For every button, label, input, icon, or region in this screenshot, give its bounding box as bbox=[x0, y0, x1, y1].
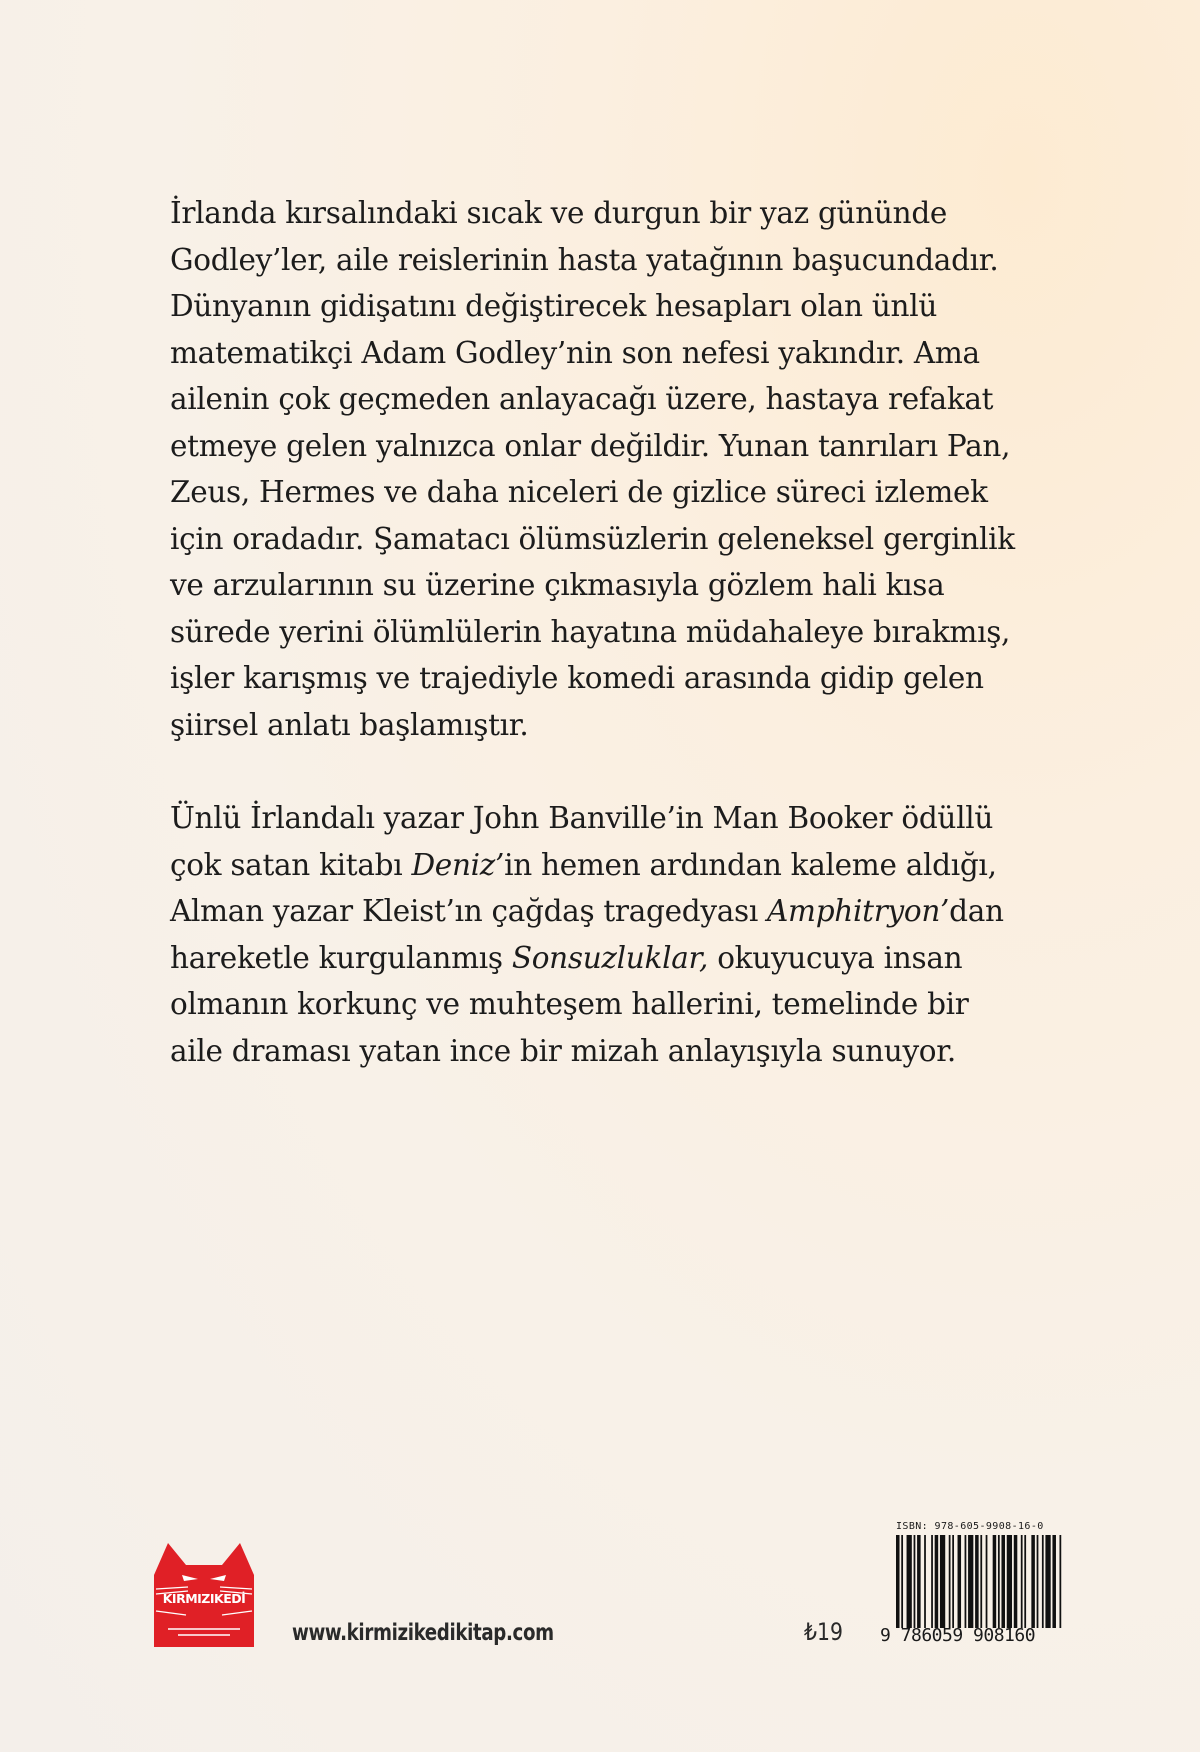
ean-digits: 9 786059 908160 bbox=[880, 1625, 1036, 1646]
blurb-line: çok satan kitabı bbox=[170, 847, 412, 882]
blurb-line: aile draması yatan ince bir mizah anlayışıyla sunuyor. bbox=[170, 1033, 956, 1068]
barcode-bar bbox=[1021, 1535, 1023, 1628]
barcode-bar bbox=[1014, 1535, 1018, 1628]
barcode-bar bbox=[901, 1535, 903, 1628]
barcode-bar bbox=[931, 1535, 933, 1628]
barcode-bar bbox=[958, 1535, 962, 1628]
barcode-bar bbox=[993, 1535, 997, 1628]
barcode-bar bbox=[940, 1535, 945, 1628]
barcode-bar bbox=[952, 1535, 954, 1628]
blurb-line: dan bbox=[949, 894, 1004, 928]
barcode-bar bbox=[986, 1535, 988, 1628]
barcode-bar bbox=[1031, 1535, 1035, 1628]
blurb-text bbox=[170, 190, 1070, 1074]
barcode-bar bbox=[1007, 1535, 1012, 1628]
barcode-bar bbox=[935, 1535, 939, 1628]
barcode-bar bbox=[896, 1535, 900, 1628]
barcode-bar bbox=[1024, 1535, 1026, 1628]
blurb-paragraph-2 bbox=[170, 795, 1070, 1074]
barcode-bar bbox=[1042, 1535, 1044, 1628]
blurb-paragraph-1: İrlanda kırsalındaki sıcak ve durgun bir yaz gününde Godley’ler, aile reislerinin hasta yatağının başucundadır. Dünyanın gidişatını değiştirecek hesapları olan ünlü matematikçi Adam Godley’nin son nefesi yakındır. Ama ailenin çok geçmeden anlayacağı üzere, hastaya refakat etmeye gelen yalnızca onlar değildir. Yunan tanrıları Pan, Zeus, Hermes ve daha niceleri de gizlice süreci izlemek için oradadır. Şamatacı ölümsüzlerin geleneksel gerginlik ve arzularının su üzerine çıkmasıyla gözlem hali kısa sürede yerini ölümlülerin hayatına müdahaleye bırakmış, işler karışmış ve trajediyle komedi arasında gidip gelen şiirsel anlatı başlamıştır. bbox=[170, 196, 1015, 742]
book-title-amphitryon: Amphitryon’ bbox=[767, 894, 950, 928]
blurb-line: Alman yazar Kleist’ın çağdaş tragedyası bbox=[170, 894, 768, 928]
barcode-bar bbox=[1037, 1535, 1039, 1628]
barcode-bar bbox=[1059, 1535, 1061, 1628]
book-title-sonsuzluklar: Sonsuzluklar, bbox=[511, 940, 709, 975]
publisher-logo bbox=[148, 1535, 260, 1647]
barcode-bars-icon bbox=[896, 1535, 1063, 1628]
barcode-bar bbox=[917, 1535, 921, 1628]
blurb-line: in hemen ardından kaleme aldığı, bbox=[504, 847, 997, 882]
barcode-bar bbox=[949, 1535, 951, 1628]
barcode-bar bbox=[968, 1535, 973, 1628]
barcode-bar bbox=[1045, 1535, 1050, 1628]
barcode-bar bbox=[924, 1535, 926, 1628]
barcode-bar bbox=[1052, 1535, 1056, 1628]
price-label: ₺19 bbox=[804, 1618, 843, 1646]
blurb-line: olmanın korkunç ve muhteşem hallerini, temelinde bir bbox=[170, 987, 969, 1021]
blurb-line: hareketle kurgulanmış bbox=[170, 940, 512, 975]
blurb-line: Ünlü İrlandalı yazar John Banville’in Man Booker ödüllü bbox=[170, 801, 994, 835]
barcode-bar bbox=[980, 1535, 982, 1628]
publisher-logo-text: KIRMIZIKEDİ bbox=[162, 1591, 246, 1606]
barcode-bar bbox=[1001, 1535, 1005, 1628]
barcode-bar bbox=[998, 1535, 1000, 1628]
barcode-bar bbox=[975, 1535, 979, 1628]
isbn-barcode bbox=[880, 1518, 1066, 1646]
isbn-label: ISBN: 978-605-9908-16-0 bbox=[896, 1521, 1044, 1532]
blurb-line: okuyucuya insan bbox=[708, 940, 963, 975]
barcode-bar bbox=[914, 1535, 916, 1628]
barcode-bar bbox=[907, 1535, 912, 1628]
barcode-bar bbox=[965, 1535, 967, 1628]
publisher-website: www.kirmizikedikitap.com bbox=[292, 1620, 554, 1646]
book-title-deniz: Deniz’ bbox=[411, 847, 505, 882]
